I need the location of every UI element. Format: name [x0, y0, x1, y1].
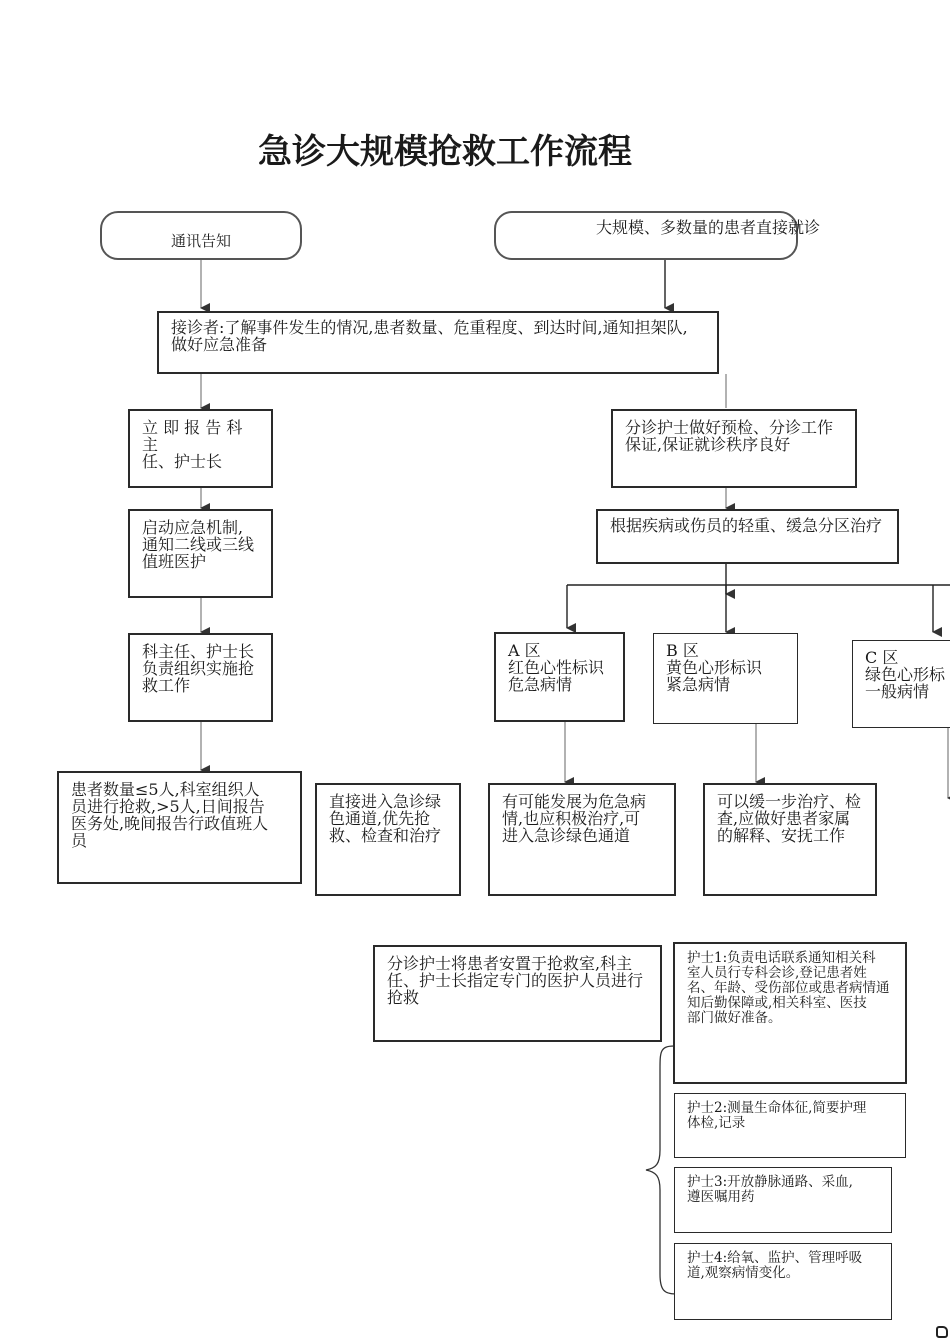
zone-c-box: C 区 绿色心形标 一般病情: [852, 640, 950, 728]
triage-box: 分诊护士做好预检、分诊工作 保证,保证就诊秩序良好: [611, 409, 857, 488]
delayed-treatment-box: 可以缓一步治疗、检 查,应做好患者家属 的解释、安抚工作: [703, 783, 877, 896]
page-corner-icon: [936, 1326, 948, 1338]
mechanism-box: 启动应急机制, 通知二线或三线 值班医护: [128, 509, 273, 598]
nurse-group-brace: [646, 1046, 676, 1294]
page-title: 急诊大规模抢救工作流程: [258, 132, 632, 172]
nurse-4-box: 护士4:给氧、监护、管理呼吸 道,观察病情变化。: [674, 1243, 892, 1320]
organize-box: 科主任、护士长 负责组织实施抢 救工作: [128, 633, 273, 722]
report-box: 立 即 报 告 科 主 任、护士长: [128, 409, 273, 488]
zone-treatment-box: 根据疾病或伤员的轻重、缓急分区治疗: [596, 509, 899, 564]
zone-b-box: B 区 黄色心形标识 紧急病情: [653, 633, 798, 724]
nurse-1-box: 护士1:负责电话联系通知相关科 室人员行专科会诊,登记患者姓 名、年龄、受伤部位或患者病情通 知后勤保障或,相关科室、医技 部门做好准备。: [673, 942, 907, 1084]
walk-in-label: 大规模、多数量的患者直接就诊: [596, 218, 821, 237]
nurse-3-box: 护士3:开放静脉通路、采血, 遵医嘱用药: [674, 1167, 892, 1233]
notice-label: 通讯告知: [170, 232, 231, 250]
nurse-2-box: 护士2:测量生命体征,简要护理 体检,记录: [674, 1093, 906, 1158]
green-channel-box: 直接进入急诊绿 色通道,优先抢 救、检查和治疗: [315, 783, 461, 896]
patient-count-box: 患者数量≤5人,科室组织人 员进行抢救,>5人,日间报告 医务处,晚间报告行政值班人 员: [57, 771, 302, 884]
potential-critical-box: 有可能发展为危急病 情,也应积极治疗,可 进入急诊绿色通道: [488, 783, 676, 896]
zone-a-box: A 区 红色心性标识 危急病情: [494, 632, 625, 722]
rescue-room-box: 分诊护士将患者安置于抢救室,科主 任、护士长指定专门的医护人员进行 抢救: [373, 945, 662, 1042]
reception-box: 接诊者:了解事件发生的情况,患者数量、危重程度、到达时间,通知担架队, 做好应急准备: [157, 311, 719, 374]
walk-in-node: [494, 211, 821, 260]
notice-node: [100, 211, 302, 260]
